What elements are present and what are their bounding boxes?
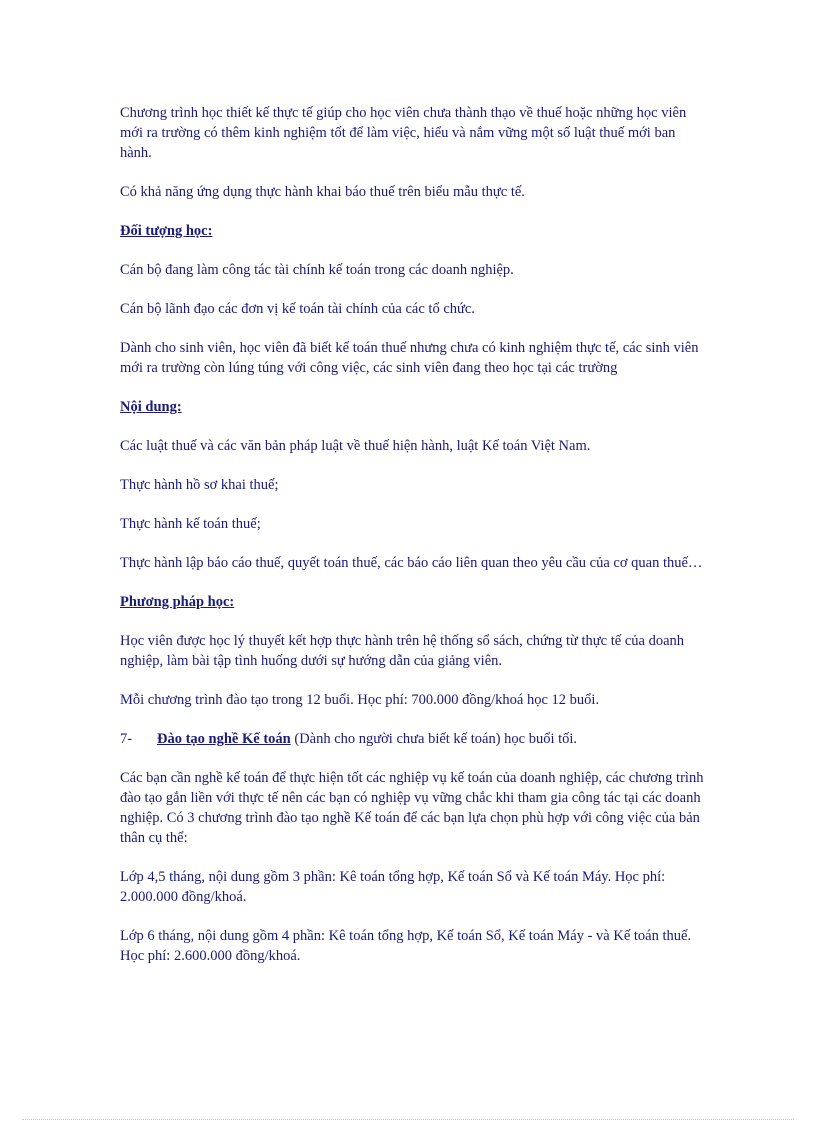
paragraph-class-4-5-months: Lớp 4,5 tháng, nội dung gồm 3 phần: Kê toán tổng hợp, Kế toán Sổ và Kế toán Máy. Học phí: 2.000.000 đồng/khoá. — [120, 869, 666, 905]
paragraph-content-4: Thực hành lập báo cáo thuế, quyết toán thuế, các báo cáo liên quan theo yêu cầu của cơ quan thuế… — [120, 555, 703, 571]
paragraph-content-3: Thực hành kế toán thuế; — [120, 516, 261, 532]
item-description: (Dành cho người chưa biết kế toán) học buổi tối. — [290, 731, 578, 747]
paragraph-method-2: Mỗi chương trình đào tạo trong 12 buổi. Học phí: 700.000 đồng/khoá học 12 buổi. — [120, 692, 600, 708]
paragraph-content-1: Các luật thuế và các văn bản pháp luật về thuế hiện hành, luật Kế toán Việt Nam. — [120, 438, 591, 454]
paragraph-content-2: Thực hành hồ sơ khai thuế; — [120, 477, 279, 493]
paragraph-class-6-months: Lớp 6 tháng, nội dung gồm 4 phần: Kê toán tổng hợp, Kế toán Sổ, Kế toán Máy - và Kế toán thuế. Học phí: 2.600.000 đồng/khoá. — [120, 928, 692, 964]
item-number: 7- — [120, 731, 133, 747]
page-bottom-divider — [22, 1119, 794, 1120]
numbered-item-7 — [120, 729, 705, 749]
paragraph-target-2: Cán bộ lãnh đạo các đơn vị kế toán tài chính của các tổ chức. — [120, 301, 475, 317]
heading-method: Phương pháp học: — [120, 594, 235, 610]
paragraph-accounting-intro: Các bạn cần nghề kế toán để thực hiện tốt các nghiệp vụ kế toán của doanh nghiệp, các chương trình đào tạo gắn liền với thực tế nên các bạn có nghiệp vụ vững chắc khi tham gia công tác tại các doanh nghiệp. Có 3 chương trình đào tạo nghề Kế toán để các bạn lựa chọn phù hợp với công việc của bản thân cụ thể: — [120, 770, 704, 846]
paragraph-target-1: Cán bộ đang làm công tác tài chính kế toán trong các doanh nghiệp. — [120, 262, 514, 278]
heading-content: Nội dung: — [120, 399, 182, 415]
item-title: Đào tạo nghề Kế toán — [157, 731, 291, 747]
paragraph-ability: Có khả năng ứng dụng thực hành khai báo thuế trên biểu mẫu thực tế. — [120, 184, 525, 200]
heading-target-learners: Đối tượng học: — [120, 223, 213, 239]
document-page — [120, 103, 705, 985]
paragraph-method-1: Học viên được học lý thuyết kết hợp thực hành trên hệ thống sổ sách, chứng từ thực tế của doanh nghiệp, làm bài tập tình huống dưới sự hướng dẫn của giảng viên. — [120, 633, 684, 669]
paragraph-intro: Chương trình học thiết kế thực tế giúp cho học viên chưa thành thạo về thuế hoặc những học viên mới ra trường có thêm kinh nghiệm tốt để làm việc, hiểu và nắm vững một số luật thuế mới ban hành. — [120, 105, 687, 161]
paragraph-target-3: Dành cho sinh viên, học viên đã biết kế toán thuế nhưng chưa có kinh nghiệm thực tế, các sinh viên mới ra trường còn lúng túng với công việc, các sinh viên đang theo học tại các trường — [120, 340, 699, 376]
